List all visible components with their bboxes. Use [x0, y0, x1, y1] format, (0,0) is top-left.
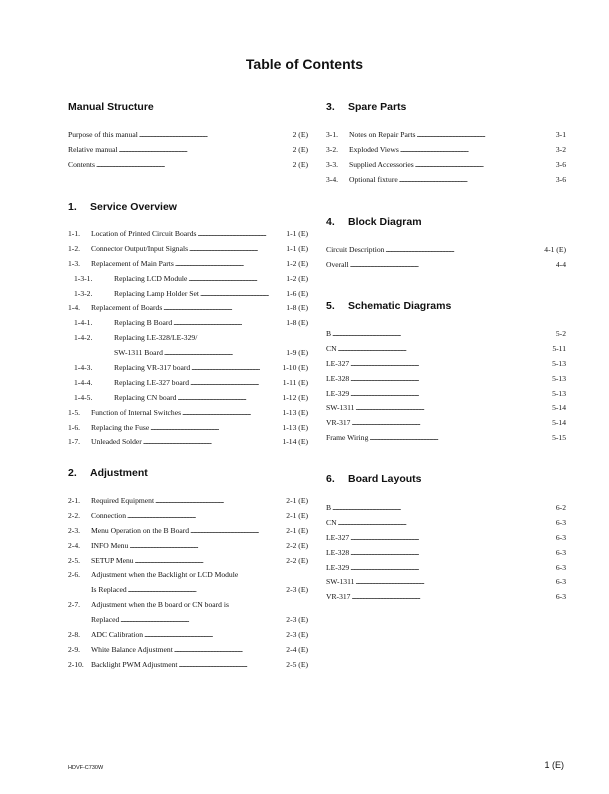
section-heading-label: Service Overview [90, 201, 177, 213]
dot-leader [135, 554, 286, 569]
section-number: 5. [326, 300, 335, 312]
toc-entry-number: 1-4-3. [74, 363, 93, 373]
toc-entry-title: LE-328 [326, 373, 350, 383]
toc-entry-title: Location of Printed Circuit Boards [91, 229, 197, 238]
dot-leader [350, 372, 551, 387]
toc-entry-number: 1-3-1. [74, 273, 93, 283]
dot-leader [351, 590, 554, 605]
section-number: 3. [326, 101, 335, 113]
section-heading [326, 215, 566, 229]
dot-leader [178, 658, 285, 673]
section-block-diagram [326, 215, 566, 269]
toc-entry-page: 2-3 (E) [286, 630, 308, 640]
toc-entry-title: SW-1311 [326, 577, 355, 587]
toc-entry-title: VR-317 [326, 418, 351, 428]
section-heading [68, 100, 308, 114]
toc-entry [326, 516, 566, 531]
toc-entry-title: SW-1311 [326, 403, 355, 413]
toc-entry-page: 1-8 (E) [286, 303, 308, 313]
section-number: 6. [326, 473, 335, 485]
toc-entry-title: Adjustment when the B board or CN board is [91, 600, 229, 610]
toc-entry-title: B [326, 503, 332, 512]
toc-entry-title: White Balance Adjustment [91, 644, 173, 654]
toc-entry-page: 2 (E) [292, 159, 308, 169]
dot-leader [197, 227, 285, 242]
toc-entry-page: 6-3 [555, 592, 566, 602]
toc-entry [326, 401, 566, 416]
dot-leader [163, 301, 285, 316]
dot-leader [182, 406, 281, 421]
section-heading [326, 299, 566, 313]
dot-leader [350, 357, 551, 372]
toc-entries [326, 501, 566, 605]
dot-leader [174, 643, 285, 658]
toc-entry-page: 4-4 [555, 259, 566, 269]
dot-leader [400, 143, 555, 158]
toc-entries [68, 494, 308, 673]
toc-entry [326, 531, 566, 546]
toc-entry [326, 501, 566, 516]
dot-leader [127, 509, 285, 524]
toc-entry [68, 257, 308, 272]
dot-leader [173, 316, 285, 331]
section-manual-structure [68, 100, 308, 169]
toc-entry-page: 1-2 (E) [286, 258, 308, 268]
toc-entries [326, 128, 566, 188]
toc-entry-title: ADC Calibration [91, 630, 144, 640]
toc-entry [68, 598, 308, 613]
toc-entry-number: 1-2. [68, 243, 81, 253]
model-number: HDVF-C730W [68, 765, 104, 771]
toc-entry-number: 1-4. [68, 303, 81, 313]
dot-leader [332, 327, 555, 342]
page-number: 1 (E) [544, 760, 564, 770]
toc-entry-title: LE-329 [326, 562, 350, 572]
toc-entry-title: Replacing LCD Module [114, 273, 188, 283]
toc-entry-page: 5-13 [552, 358, 566, 368]
toc-entry-page: 1-11 (E) [282, 377, 308, 387]
toc-entry [326, 546, 566, 561]
toc-entry-page: 5-2 [555, 329, 566, 338]
toc-entry-page: 3-6 [555, 159, 566, 169]
toc-entry-title: SW-1311 Board [114, 348, 163, 358]
toc-entry [68, 509, 308, 524]
toc-entry [68, 376, 308, 391]
toc-entry [68, 406, 308, 421]
toc-entry-page: 2-1 (E) [286, 510, 308, 520]
toc-entry-title: Replacing VR-317 board [114, 363, 191, 373]
toc-entry-number: 1-6. [68, 422, 81, 432]
toc-entry-page: 2 (E) [292, 130, 308, 139]
toc-entry-number: 2-5. [68, 555, 81, 565]
dot-leader [139, 128, 292, 143]
section-number: 2. [68, 467, 77, 479]
toc-entry [68, 242, 308, 257]
dot-leader [350, 546, 555, 561]
toc-entry-title: Replacing CN board [114, 392, 177, 402]
dot-leader [191, 361, 281, 376]
toc-entry-page: 1-2 (E) [286, 273, 308, 283]
right-column [326, 0, 566, 794]
toc-entries [68, 128, 308, 173]
toc-entry-number: 3-1. [326, 130, 339, 139]
section-heading-label: Manual Structure [68, 101, 154, 113]
dot-leader [150, 421, 281, 436]
toc-entry [326, 258, 566, 273]
dot-leader [416, 128, 554, 143]
toc-entry-title: Exploded Views [349, 144, 399, 154]
toc-entry [326, 387, 566, 402]
toc-entry-number: 2-4. [68, 540, 81, 550]
dot-leader [190, 524, 285, 539]
toc-entry [326, 575, 566, 590]
toc-entry [326, 342, 566, 357]
toc-entry [68, 346, 308, 361]
toc-entry-page: 2-2 (E) [286, 555, 308, 565]
toc-entry [68, 301, 308, 316]
toc-entry [326, 143, 566, 158]
toc-entry-title: LE-327 [326, 358, 350, 368]
section-heading [68, 466, 308, 480]
dot-leader [143, 435, 282, 450]
toc-entry-page: 1-8 (E) [286, 318, 308, 328]
dot-leader [164, 346, 285, 361]
toc-entry-number: 1-4-4. [74, 377, 93, 387]
dot-leader [351, 416, 551, 431]
toc-entry-page: 1-6 (E) [286, 288, 308, 298]
section-number: 4. [326, 216, 335, 228]
toc-entry-number: 1-3. [68, 258, 81, 268]
toc-entry-title: Required Equipment [91, 496, 155, 505]
dot-leader [119, 143, 292, 158]
toc-entry-page: 1-14 (E) [282, 437, 308, 447]
toc-entry-title: CN [326, 343, 337, 353]
toc-entry-page: 5-13 [552, 388, 566, 398]
toc-entry-title: Connector Output/Input Signals [91, 243, 189, 253]
toc-entry-page: 2-1 (E) [286, 496, 308, 505]
toc-entry-title: Relative manual [68, 144, 118, 154]
toc-entry-title: Replacement of Boards [91, 303, 163, 313]
toc-entry-page: 3-6 [555, 174, 566, 184]
dot-leader [189, 242, 285, 257]
toc-entry-title: Unleaded Solder [91, 437, 142, 447]
dot-leader [332, 501, 555, 516]
toc-entry [68, 272, 308, 287]
toc-entry-page: 2-3 (E) [286, 585, 308, 595]
page-title: Table of Contents [245, 56, 364, 72]
dot-leader [129, 539, 285, 554]
toc-entry-title: Replacement of Main Parts [91, 258, 174, 268]
toc-entry [326, 243, 566, 258]
toc-entry [68, 494, 308, 509]
toc-entry-page: 1-1 (E) [286, 243, 308, 253]
toc-entry-title: LE-328 [326, 547, 350, 557]
toc-entry [326, 128, 566, 143]
section-heading-label: Spare Parts [348, 101, 407, 113]
dot-leader [175, 257, 285, 272]
toc-entry [68, 583, 308, 598]
dot-leader [155, 494, 285, 509]
toc-entry-page: 2 (E) [292, 144, 308, 154]
toc-entry [68, 435, 308, 450]
toc-entry-title: Notes on Repair Parts [349, 130, 416, 139]
section-heading-label: Board Layouts [348, 473, 422, 485]
toc-entry-page: 5-15 [552, 433, 566, 443]
toc-entry [68, 158, 308, 173]
toc-entry-title: INFO Menu [91, 540, 129, 550]
toc-entry-number: 2-6. [68, 570, 81, 580]
toc-entry-page: 1-9 (E) [286, 348, 308, 358]
section-adjustment [68, 466, 308, 669]
toc-entry-number: 2-9. [68, 644, 81, 654]
section-spare-parts [326, 100, 566, 184]
toc-entry [68, 421, 308, 436]
toc-entry-title: Replacing the Fuse [91, 422, 150, 432]
toc-entries [326, 243, 566, 273]
toc-entry-number: 1-5. [68, 407, 81, 417]
toc-entry-title: Contents [68, 159, 96, 169]
toc-entry-title: Optional fixture [349, 174, 398, 184]
toc-entry-title: VR-317 [326, 592, 351, 602]
toc-entry-title: Replaced [91, 615, 120, 625]
toc-entry [326, 357, 566, 372]
toc-entry-number: 2-2. [68, 510, 81, 520]
dot-leader [190, 376, 282, 391]
left-column [68, 0, 308, 794]
dot-leader [200, 287, 285, 302]
toc-entry-title: LE-329 [326, 388, 350, 398]
dot-leader [399, 173, 555, 188]
toc-entry-title: Replacing B Board [114, 318, 173, 328]
toc-entry-page: 5-14 [552, 418, 566, 428]
toc-entry-page: 6-3 [555, 547, 566, 557]
toc-entry [68, 331, 308, 346]
toc-entry-number: 1-1. [68, 229, 81, 238]
section-heading-label: Block Diagram [348, 216, 422, 228]
dot-leader [96, 158, 292, 173]
dot-leader [128, 583, 286, 598]
toc-entry-page: 2-5 (E) [286, 659, 308, 669]
dot-leader [338, 342, 552, 357]
toc-entry [326, 327, 566, 342]
toc-entry-title: SETUP Menu [91, 555, 134, 565]
toc-entry-title: Is Replaced [91, 585, 127, 595]
toc-entry-title: Overall [326, 259, 349, 269]
toc-entry [326, 590, 566, 605]
toc-entry [68, 658, 308, 673]
toc-entry-number: 2-3. [68, 525, 81, 535]
section-number: 1. [68, 201, 77, 213]
section-board-layouts [326, 472, 566, 602]
dot-leader [188, 272, 285, 287]
toc-entry-page: 2-2 (E) [286, 540, 308, 550]
toc-entry-number: 1-3-2. [74, 288, 93, 298]
toc-entry-title: Circuit Description [326, 245, 385, 254]
section-heading [68, 200, 308, 214]
section-heading [326, 100, 566, 114]
toc-entry-number: 1-4-5. [74, 392, 93, 402]
section-service-overview [68, 200, 308, 447]
section-heading-label: Schematic Diagrams [348, 300, 452, 312]
toc-entry-title: Menu Operation on the B Board [91, 525, 190, 535]
toc-entry [326, 431, 566, 446]
toc-entry [68, 628, 308, 643]
toc-entry [68, 554, 308, 569]
toc-entry [68, 568, 308, 583]
toc-entry [326, 561, 566, 576]
dot-leader [369, 431, 551, 446]
toc-entry [326, 416, 566, 431]
toc-entry-number: 3-3. [326, 159, 339, 169]
toc-entry-number: 3-4. [326, 174, 339, 184]
toc-entry-page: 6-3 [555, 532, 566, 542]
section-heading-label: Adjustment [90, 467, 148, 479]
toc-entry [68, 613, 308, 628]
toc-entry-number: 1-4-2. [74, 333, 93, 343]
toc-entry-title: LE-327 [326, 532, 350, 542]
toc-entry-number: 2-1. [68, 496, 81, 505]
dot-leader [120, 613, 285, 628]
toc-entry-page: 1-10 (E) [282, 363, 308, 373]
toc-entry-title: Replacing LE-328/LE-329/ [114, 333, 198, 343]
toc-entry [68, 524, 308, 539]
toc-entry [68, 361, 308, 376]
dot-leader [350, 387, 551, 402]
toc-entry-title: Replacing LE-327 board [114, 377, 190, 387]
toc-entry-page: 2-1 (E) [286, 525, 308, 535]
toc-entry [68, 643, 308, 658]
toc-entry-page: 6-3 [555, 562, 566, 572]
dot-leader [350, 561, 555, 576]
toc-entry-page: 3-2 [555, 144, 566, 154]
toc-entry [68, 128, 308, 143]
toc-entry-title: Purpose of this manual [68, 130, 138, 139]
toc-entry-page: 5-14 [552, 403, 566, 413]
toc-entry-title: B [326, 329, 332, 338]
dot-leader [355, 401, 551, 416]
toc-entry-page: 3-1 [555, 130, 566, 139]
toc-entry-page: 2-4 (E) [286, 644, 308, 654]
toc-entry-page: 4-1 (E) [544, 245, 566, 254]
toc-entry-number: 2-8. [68, 630, 81, 640]
toc-entry-page: 1-13 (E) [282, 407, 308, 417]
toc-entry [68, 391, 308, 406]
toc-entry-number: 1-7. [68, 437, 81, 447]
toc-entry-number: 2-10. [68, 659, 84, 669]
toc-entry [68, 287, 308, 302]
toc-entry [326, 158, 566, 173]
toc-entry-page: 5-13 [552, 373, 566, 383]
toc-entry [68, 539, 308, 554]
dot-leader [415, 158, 555, 173]
dot-leader [338, 516, 555, 531]
dot-leader [177, 391, 281, 406]
toc-entry-title: Replacing Lamp Holder Set [114, 288, 199, 298]
section-schematic-diagrams [326, 299, 566, 443]
toc-entry-title: Function of Internal Switches [91, 407, 182, 417]
toc-entry-page: 1-13 (E) [282, 422, 308, 432]
toc-entries [326, 327, 566, 446]
section-heading [326, 472, 566, 486]
toc-entry-page: 6-3 [555, 517, 566, 527]
toc-entry-page: 6-2 [555, 503, 566, 512]
toc-entry-page: 6-3 [555, 577, 566, 587]
toc-entry [68, 227, 308, 242]
toc-entry-page: 1-1 (E) [286, 229, 308, 238]
dot-leader [144, 628, 285, 643]
toc-entry-title: Adjustment when the Backlight or LCD Module [91, 570, 239, 580]
toc-entry [326, 173, 566, 188]
toc-entry-title: CN [326, 517, 337, 527]
dot-leader [350, 531, 555, 546]
toc-entry [326, 372, 566, 387]
toc-entry-title: Connection [91, 510, 127, 520]
dot-leader [350, 258, 555, 273]
dot-leader [385, 243, 543, 258]
toc-entry-title: Supplied Accessories [349, 159, 414, 169]
toc-entry-title: Backlight PWM Adjustment [91, 659, 178, 669]
toc-entry [68, 316, 308, 331]
toc-entry-number: 3-2. [326, 144, 339, 154]
toc-entry-number: 1-4-1. [74, 318, 93, 328]
toc-entry-page: 1-12 (E) [282, 392, 308, 402]
toc-entry-page: 5-11 [552, 343, 566, 353]
dot-leader [355, 575, 554, 590]
toc-entry-title: Frame Wiring [326, 433, 369, 443]
toc-entry [68, 143, 308, 158]
toc-entry-number: 2-7. [68, 600, 81, 610]
toc-entry-page: 2-3 (E) [286, 615, 308, 625]
toc-entries [68, 227, 308, 450]
